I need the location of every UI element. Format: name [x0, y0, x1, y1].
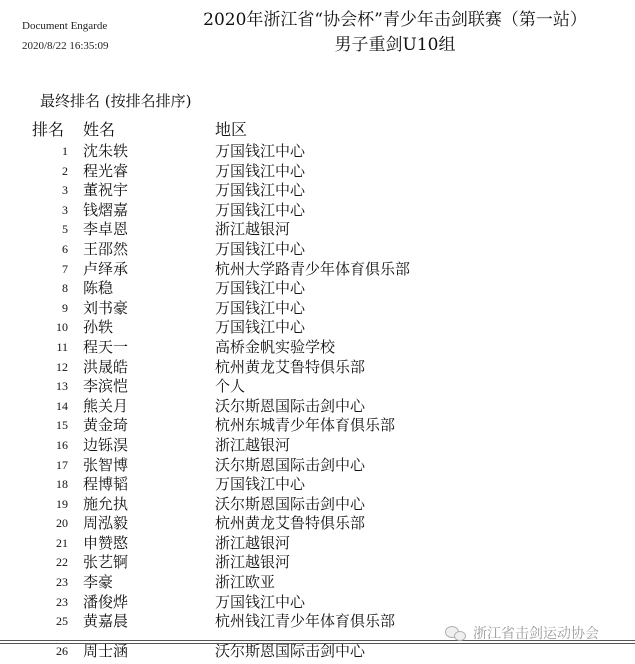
- row-name: 熊关月: [83, 396, 129, 415]
- section-title: 最终排名 (按排名排序): [40, 92, 192, 110]
- row-name: 卢绎承: [83, 259, 129, 278]
- row-region: 万国钱江中心: [215, 142, 306, 160]
- row-region: 浙江越银河: [215, 553, 291, 572]
- row-name: 钱熠嘉: [83, 200, 129, 219]
- table-row: [0, 358, 635, 378]
- generator-name: Document Engarde: [22, 20, 108, 32]
- table-row: [0, 279, 635, 299]
- table-row: [0, 495, 635, 515]
- watermark-text: 浙江省击剑运动协会: [473, 626, 599, 642]
- row-name: 张智博: [83, 455, 129, 474]
- table-row: [0, 642, 635, 662]
- row-rank: 10: [56, 320, 68, 335]
- row-name: 周士涵: [83, 641, 129, 660]
- row-rank: 2: [62, 163, 68, 178]
- row-region: 浙江越银河: [215, 220, 291, 239]
- table-row: [0, 416, 635, 436]
- row-rank: 23: [56, 575, 68, 590]
- row-region: 万国钱江中心: [215, 298, 306, 317]
- row-rank: 25: [56, 614, 68, 629]
- generated-timestamp: 2020/8/22 16:35:09: [22, 40, 109, 52]
- title-line-2: 男子重剑U10组: [334, 35, 456, 55]
- table-row: [0, 240, 635, 260]
- row-name: 刘书豪: [83, 298, 129, 317]
- row-rank: 15: [56, 418, 68, 433]
- table-row: [0, 220, 635, 240]
- table-row: [0, 593, 635, 613]
- table-row: [0, 397, 635, 417]
- row-region: 杭州黄龙艾鲁特俱乐部: [215, 357, 366, 376]
- wechat-icon: [445, 626, 467, 640]
- row-rank: 21: [56, 535, 68, 550]
- row-name: 周泓毅: [83, 514, 129, 533]
- row-rank: 26: [56, 643, 68, 658]
- title-line-1: 2020年浙江省“协会杯”青少年击剑联赛（第一站）: [203, 10, 587, 30]
- row-region: 杭州黄龙艾鲁特俱乐部: [215, 514, 366, 533]
- table-row: [0, 162, 635, 182]
- table-row: [0, 142, 635, 162]
- row-name: 黄金琦: [83, 416, 129, 435]
- row-rank: 16: [56, 437, 68, 452]
- row-name: 黄嘉晨: [83, 612, 129, 631]
- row-rank: 3: [62, 202, 68, 217]
- row-name: 董祝宇: [83, 181, 129, 200]
- row-region: 杭州大学路青少年体育俱乐部: [215, 259, 411, 278]
- row-name: 程光睿: [83, 161, 129, 180]
- row-region: 万国钱江中心: [215, 279, 306, 298]
- table-header: [0, 118, 635, 142]
- table-row: [0, 338, 635, 358]
- row-rank: 8: [62, 281, 68, 296]
- row-name: 李豪: [83, 573, 114, 592]
- row-rank: 20: [56, 516, 68, 531]
- ranking-table: [0, 118, 635, 661]
- table-row: [0, 475, 635, 495]
- row-name: 李滨恺: [83, 377, 129, 396]
- row-rank: 14: [56, 398, 68, 413]
- row-region: 万国钱江中心: [215, 592, 306, 611]
- row-rank: 6: [62, 241, 68, 256]
- row-name: 程博韬: [83, 475, 129, 494]
- row-rank: 7: [62, 261, 68, 276]
- table-row: [0, 318, 635, 338]
- row-region: 万国钱江中心: [215, 318, 306, 337]
- row-rank: 1: [62, 144, 68, 158]
- row-name: 李卓恩: [83, 220, 129, 239]
- watermark: [445, 623, 599, 643]
- table-row: [0, 201, 635, 221]
- header-region: 地区: [215, 120, 248, 139]
- row-rank: 9: [62, 300, 68, 315]
- row-name: 施允执: [83, 494, 129, 513]
- header-rank: 排名: [32, 120, 65, 139]
- row-name: 申赞愍: [83, 533, 129, 552]
- row-region: 浙江越银河: [215, 435, 291, 454]
- table-row: [0, 436, 635, 456]
- row-name: 潘俊烨: [83, 592, 129, 611]
- row-region: 沃尔斯恩国际击剑中心: [215, 455, 366, 474]
- row-name: 边铄淏: [83, 435, 129, 454]
- document-title: [165, 8, 625, 58]
- row-name: 张艺锕: [83, 553, 129, 572]
- row-region: 浙江欧亚: [215, 573, 276, 592]
- page-divider: [0, 643, 635, 644]
- table-row: [0, 456, 635, 476]
- row-region: 万国钱江中心: [215, 239, 306, 258]
- row-rank: 11: [56, 339, 68, 354]
- row-rank: 23: [56, 594, 68, 609]
- row-region: 杭州东城青少年体育俱乐部: [215, 416, 396, 435]
- row-rank: 19: [56, 496, 68, 511]
- row-region: 杭州钱江青少年体育俱乐部: [215, 612, 396, 631]
- row-rank: 18: [56, 477, 68, 492]
- row-region: 个人: [215, 377, 246, 396]
- table-row: [0, 377, 635, 397]
- row-name: 程天一: [83, 337, 129, 356]
- row-region: 沃尔斯恩国际击剑中心: [215, 494, 366, 513]
- row-region: 万国钱江中心: [215, 161, 306, 180]
- row-region: 万国钱江中心: [215, 475, 306, 494]
- row-rank: 22: [56, 555, 68, 570]
- table-row: [0, 299, 635, 319]
- table-row: [0, 514, 635, 534]
- row-region: 浙江越银河: [215, 533, 291, 552]
- row-name: 王邵然: [83, 239, 129, 258]
- header-name: 姓名: [83, 120, 116, 139]
- row-rank: 17: [56, 457, 68, 472]
- row-region: 高桥金帆实验学校: [215, 337, 336, 356]
- row-region: 沃尔斯恩国际击剑中心: [215, 641, 366, 660]
- table-row: [0, 573, 635, 593]
- table-row: [0, 260, 635, 280]
- row-rank: 5: [62, 222, 68, 237]
- row-rank: 12: [56, 359, 68, 374]
- row-rank: 13: [56, 379, 68, 394]
- row-name: 洪晟皓: [83, 357, 129, 376]
- table-row: [0, 553, 635, 573]
- row-rank: 3: [62, 183, 68, 198]
- row-name: 沈朱轶: [83, 142, 129, 160]
- table-row: [0, 181, 635, 201]
- row-region: 沃尔斯恩国际击剑中心: [215, 396, 366, 415]
- row-region: 万国钱江中心: [215, 200, 306, 219]
- row-name: 孙轶: [83, 318, 114, 337]
- table-row: [0, 534, 635, 554]
- document-meta: [22, 16, 108, 56]
- row-name: 陈稳: [83, 279, 114, 298]
- row-region: 万国钱江中心: [215, 181, 306, 200]
